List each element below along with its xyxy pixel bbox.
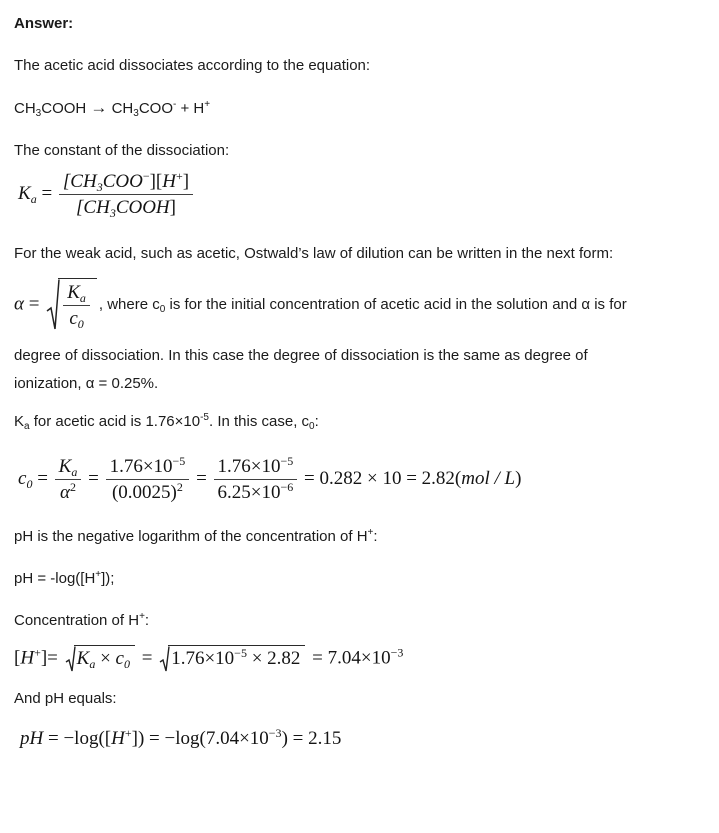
reaction-subscript: 3 bbox=[133, 108, 139, 119]
alpha-symbol: α bbox=[14, 293, 24, 315]
text-part: pH is the negative logarithm of the concentration of H bbox=[14, 528, 368, 545]
text-subscript: a bbox=[24, 421, 30, 432]
math-token: [CH bbox=[62, 171, 97, 192]
math-superscript: 2 bbox=[69, 480, 76, 494]
math-superscript: −3 bbox=[390, 645, 404, 660]
alpha-numerator bbox=[63, 282, 90, 306]
ph-definition-text bbox=[14, 569, 707, 589]
math-token: K bbox=[76, 648, 90, 669]
constant-intro-text: The constant of the dissociation: bbox=[14, 142, 230, 159]
unit-label: mol / L bbox=[461, 467, 516, 489]
reaction-superscript: + bbox=[204, 99, 211, 110]
square-root bbox=[159, 645, 305, 673]
math-subscript: a bbox=[79, 291, 86, 305]
equals-sign: = bbox=[28, 293, 40, 315]
reaction-superscript: - bbox=[172, 99, 177, 110]
math-superscript: −3 bbox=[268, 726, 282, 740]
math-token: 1.76×10 bbox=[109, 456, 173, 477]
close-paren: ) bbox=[515, 467, 522, 489]
alpha-denominator bbox=[63, 306, 90, 329]
math-subscript: 3 bbox=[96, 180, 103, 194]
ka-numerator bbox=[59, 171, 193, 195]
concentration-intro-text bbox=[14, 611, 707, 631]
square-root bbox=[46, 278, 97, 332]
ph-symbol: pH bbox=[20, 728, 44, 749]
right-arrow-icon: → bbox=[90, 98, 108, 117]
reaction-part: CH bbox=[107, 100, 134, 117]
degree-paragraph bbox=[14, 342, 707, 398]
ph-intro-text bbox=[14, 527, 707, 547]
math-token: c bbox=[69, 308, 78, 329]
numerator bbox=[106, 456, 190, 480]
math-subscript: 0 bbox=[123, 657, 130, 671]
c0-formula bbox=[18, 456, 707, 503]
text-subscript: 0 bbox=[309, 421, 315, 432]
math-superscript: −5 bbox=[172, 454, 186, 468]
result-tokens: = 0.282 × 10 = 2.82( bbox=[304, 467, 462, 489]
c0-symbol: c bbox=[18, 467, 27, 489]
reaction-equation bbox=[14, 98, 707, 119]
math-superscript: −5 bbox=[234, 646, 247, 660]
ka-denominator bbox=[59, 195, 193, 218]
alpha-fraction bbox=[63, 282, 90, 329]
math-superscript: + bbox=[124, 726, 132, 740]
denominator bbox=[106, 480, 190, 503]
math-token: COOH bbox=[115, 197, 170, 218]
text-superscript: + bbox=[367, 527, 374, 538]
math-token: (0.0025) bbox=[111, 482, 177, 503]
reaction-part: CH bbox=[14, 100, 36, 117]
math-token: K bbox=[58, 456, 72, 477]
ka-formula bbox=[18, 171, 707, 218]
ph-result-formula bbox=[20, 726, 707, 749]
equals-sign: = bbox=[141, 647, 153, 669]
fraction-numeric-1 bbox=[106, 456, 190, 503]
denominator bbox=[214, 480, 298, 503]
alpha-where-text bbox=[98, 296, 627, 316]
math-token: ) = 2.15 bbox=[281, 728, 342, 749]
text-superscript: + bbox=[95, 569, 102, 580]
h-concentration-formula bbox=[14, 645, 707, 673]
text-part: K bbox=[14, 413, 25, 430]
math-subscript: a bbox=[71, 465, 78, 479]
math-token: 6.25×10 bbox=[217, 482, 281, 503]
math-subscript: 0 bbox=[77, 317, 84, 331]
alpha-formula-line bbox=[14, 278, 707, 332]
ka-subscript: a bbox=[30, 191, 37, 206]
reaction-subscript: 3 bbox=[35, 108, 42, 119]
ostwald-intro-text: For the weak acid, such as acetic, Ostwald’s law of dilution can be written in the next form: bbox=[14, 245, 614, 262]
math-token: ][ bbox=[149, 171, 163, 192]
text-subscript: 0 bbox=[159, 304, 166, 316]
math-token: ]) = −log(7.04×10 bbox=[131, 728, 269, 749]
denominator bbox=[55, 480, 82, 503]
radicand bbox=[74, 645, 135, 671]
ka-fraction bbox=[59, 171, 193, 218]
equals-sign: = bbox=[88, 467, 99, 489]
math-token: × bbox=[95, 648, 116, 669]
math-superscript: −5 bbox=[280, 454, 294, 468]
c0-subscript: 0 bbox=[26, 476, 33, 491]
math-token: ] bbox=[169, 197, 176, 218]
equals-sign: = bbox=[41, 182, 53, 204]
math-token: 1.76×10 bbox=[171, 648, 235, 669]
radicand bbox=[168, 645, 305, 668]
text-part: is for the initial concentration of acetic acid in the solution and α is for bbox=[165, 296, 627, 314]
math-superscript: + bbox=[176, 169, 183, 183]
math-subscript: a bbox=[89, 657, 96, 671]
numerator bbox=[55, 456, 82, 480]
equals-sign: = bbox=[196, 467, 207, 489]
bracket: [ bbox=[14, 647, 21, 669]
math-token: 1.76×10 bbox=[217, 456, 281, 477]
equation-intro-text: The acetic acid dissociates according to the equation: bbox=[14, 57, 371, 74]
text-part: Concentration of H bbox=[14, 612, 140, 629]
ka-symbol: K bbox=[18, 182, 31, 204]
math-token: c bbox=[115, 648, 124, 669]
text-superscript: + bbox=[139, 611, 145, 622]
math-superscript: −6 bbox=[280, 480, 294, 494]
math-token: COO bbox=[102, 171, 143, 192]
reaction-part: + H bbox=[176, 100, 205, 117]
math-token: × 2.82 bbox=[246, 648, 301, 669]
degree-line-1: degree of dissociation. In this case the degree of dissociation is the same as degree of bbox=[14, 347, 588, 364]
radicand bbox=[58, 278, 97, 329]
math-token: ] bbox=[182, 171, 190, 192]
math-token: H bbox=[162, 171, 176, 192]
text-part: for acetic acid is 1.76×10 bbox=[29, 413, 201, 430]
degree-line-2: ionization, α = 0.25%. bbox=[14, 375, 159, 392]
text-part: : bbox=[373, 528, 378, 545]
math-superscript: − bbox=[142, 169, 150, 183]
fraction-numeric-2 bbox=[214, 456, 298, 503]
text-part: . In this case, c bbox=[209, 413, 310, 430]
math-token: α bbox=[60, 482, 70, 503]
h-symbol: H bbox=[111, 728, 125, 749]
text-part: pH = -log([H bbox=[14, 570, 96, 587]
text-part: , where c bbox=[98, 296, 160, 314]
text-superscript: -5 bbox=[200, 412, 209, 423]
math-token: = −log([ bbox=[43, 728, 112, 749]
reaction-part: COOH bbox=[41, 100, 91, 117]
text-part: : bbox=[314, 413, 319, 430]
numerator bbox=[214, 456, 298, 480]
equals-sign: = bbox=[37, 467, 48, 489]
math-token: [CH bbox=[76, 197, 110, 218]
answer-heading: Answer: bbox=[14, 15, 74, 32]
reaction-part: COO bbox=[138, 100, 173, 117]
result-tokens: = 7.04×10 bbox=[312, 647, 391, 669]
and-ph-text: And pH equals: bbox=[14, 690, 117, 707]
math-superscript: + bbox=[34, 645, 41, 660]
h-symbol: H bbox=[20, 647, 35, 669]
bracket-equals: ]= bbox=[40, 647, 58, 669]
math-subscript: 3 bbox=[109, 206, 116, 220]
square-root bbox=[65, 645, 135, 673]
text-part: : bbox=[144, 612, 150, 629]
math-superscript: 2 bbox=[176, 480, 183, 494]
ka-value-text bbox=[14, 412, 707, 432]
math-token: K bbox=[67, 282, 80, 303]
text-part: ]); bbox=[101, 570, 115, 587]
fraction-ka-alpha bbox=[55, 456, 82, 503]
